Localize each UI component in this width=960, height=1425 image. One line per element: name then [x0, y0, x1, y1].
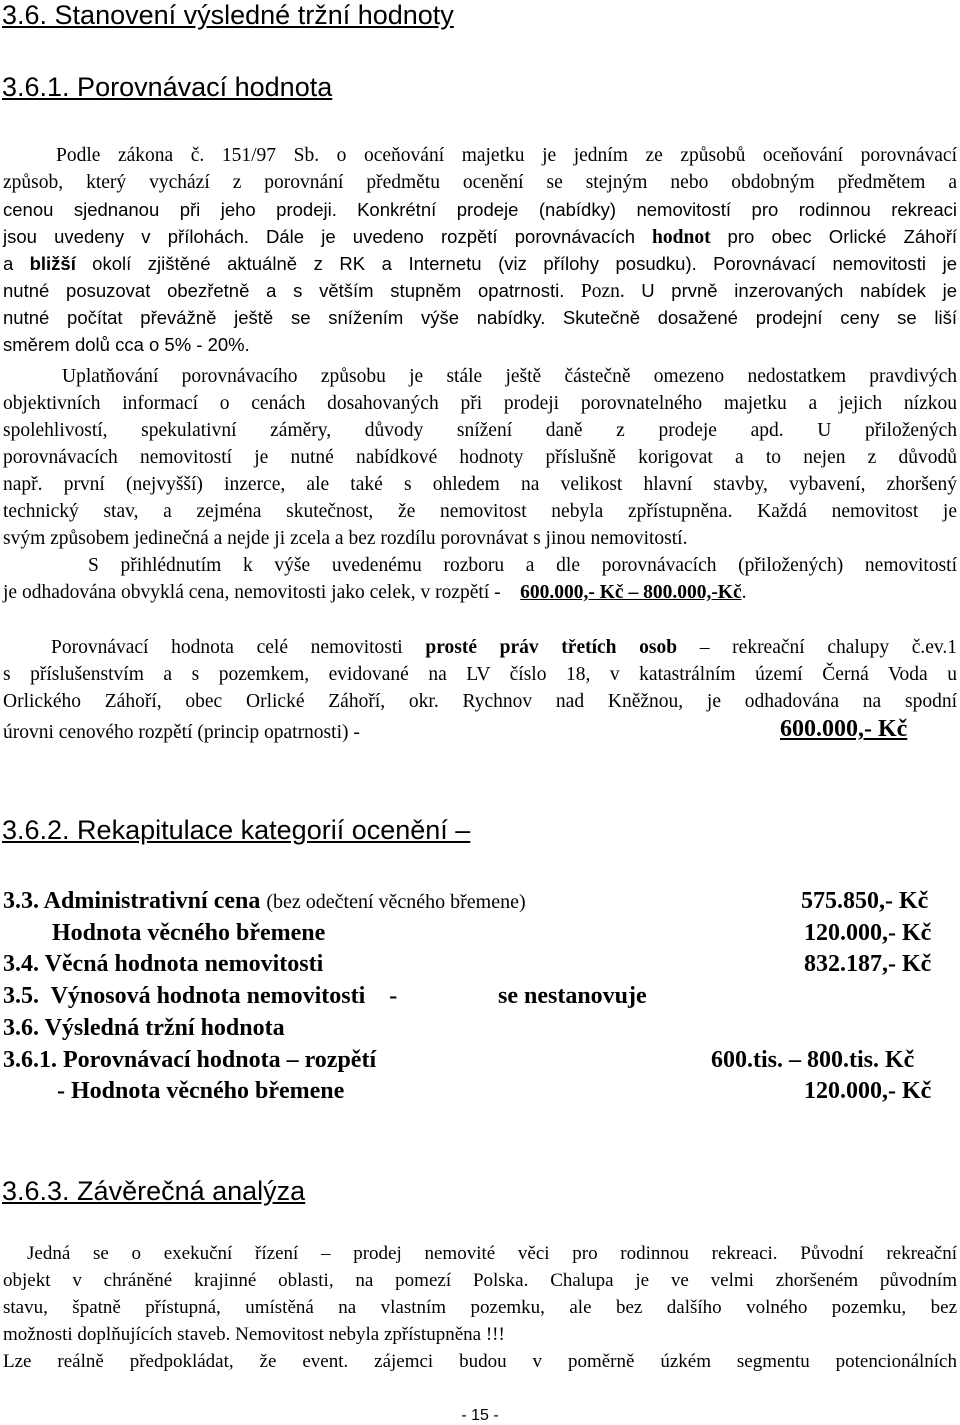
- recap-value: 832.187,- Kč: [804, 951, 932, 977]
- text-span: cenou sjednanou při jeho prodeji.: [3, 199, 337, 220]
- text-span-bold: hodnot: [652, 227, 711, 248]
- text-line: s příslušenstvím a s pozemkem, evidované na LV číslo 18, v katastrálním území Černá Voda u: [3, 664, 957, 685]
- text-span: Konkrétní prodeje (nabídky) nemovitostí pro rodinnou rekreaci: [357, 199, 957, 220]
- heading-3-6: 3.6. Stanovení výsledné tržní hodnoty: [2, 0, 454, 30]
- page-number: - 15 -: [461, 1407, 499, 1424]
- text-line: [3, 223, 957, 251]
- recap-value: 120.000,- Kč: [804, 1078, 932, 1104]
- text-line: objektivních informací o cenách dosahovaných při prodeji porovnatelného majetku a jejich nízkou: [3, 393, 957, 414]
- text-line: spolehlivostí, spekulativní záměry, důvody snížení daně z prodeje apd. U přiložených: [3, 420, 957, 441]
- text-line: porovnávacích nemovitostí je nutné nabídkové hodnoty příslušně korigovat a to nejen z důvodů: [3, 447, 957, 468]
- recap-label: 3.6. Výsledná tržní hodnota: [3, 1015, 285, 1041]
- text-span: Skutečně dosažené prodejní ceny se liší: [562, 307, 957, 328]
- text-span: a: [3, 253, 14, 274]
- text-line: [51, 634, 957, 661]
- text-line: Jedná se o exekuční řízení – prodej nemovité věci pro rodinnou rekreaci. Původní rekreační: [27, 1243, 957, 1264]
- recap-label: 3.5. Výnosová hodnota nemovitosti -: [3, 983, 398, 1009]
- text-line: možnosti doplňujících staveb. Nemovitost nebyla zpřístupněna !!!: [3, 1324, 505, 1345]
- text-span: Dále je uvedeno rozpětí porovnávacích: [265, 226, 636, 247]
- text-line: S přihlédnutím k výše uvedenému rozboru a dle porovnávacích (přiložených) nemovitostí: [88, 555, 957, 576]
- text-span: – rekreační chalupy č.ev.1: [699, 637, 958, 658]
- text-span: nutné počítat převážně ještě se snížením výše nabídky.: [3, 307, 546, 328]
- text-line: [3, 277, 957, 305]
- text-line: úrovni cenového rozpětí (princip opatrnosti) -: [3, 722, 360, 743]
- recap-label: 3.4. Věcná hodnota nemovitosti: [3, 951, 324, 977]
- recap-note: (bez odečtení věcného břemene): [266, 891, 526, 913]
- text-span: Porovnávací nemovitosti je: [713, 253, 957, 274]
- text-span: Pozn.: [580, 281, 625, 302]
- text-span: .: [741, 582, 747, 603]
- recap-value: 600.tis. – 800.tis. Kč: [711, 1047, 915, 1073]
- recap-value: 120.000,- Kč: [804, 920, 932, 946]
- recap-label: Hodnota věcného břemene: [52, 920, 326, 946]
- text-line: svým způsobem jedinečná a nejde ji zcela a bez rozdílu porovnávat s jinou nemovitostí.: [3, 528, 688, 549]
- text-span: nutné posuzovat obezřetně a s větším stupněm opatrnosti.: [3, 280, 565, 301]
- text-line: [3, 579, 957, 606]
- price-range: 600.000,- Kč – 800.000,-Kč: [520, 582, 742, 603]
- text-line: [3, 250, 957, 278]
- recap-row-label: [3, 888, 526, 915]
- heading-3-6-3: 3.6.3. Závěrečná analýza: [2, 1176, 306, 1206]
- recap-value: 575.850,- Kč: [801, 888, 929, 914]
- text-span: jsou uvedeny v přílohách.: [3, 226, 249, 247]
- text-line: způsob, který vychází z porovnání předmětu ocenění se stejným nebo obdobným předmětem a: [3, 172, 957, 193]
- text-span: okolí zjištěné aktuálně z RK a Internetu (viz přílohy posudku).: [92, 253, 697, 274]
- text-span: pro obec Orlické Záhoří: [727, 226, 958, 247]
- text-line: technický stav, a zejména skutečnost, že nemovitost nebyla zpřístupněna. Každá nemovitost je: [3, 501, 957, 522]
- text-span-bold: bližší: [29, 253, 76, 274]
- recap-label: - Hodnota věcného břemene: [57, 1078, 345, 1104]
- text-line: [3, 196, 957, 224]
- text-line: Uplatňování porovnávacího způsobu je stále ještě částečně omezeno nedostatkem pravdivých: [62, 366, 957, 387]
- text-span: U prvně inzerovaných nabídek je: [641, 280, 957, 301]
- text-line: stavu, špatně přístupná, umístěná na vlastním pozemku, ale bez dalšího volného pozemku, bez: [3, 1297, 957, 1318]
- text-line: Lze reálně předpokládat, že event. zájemci budou v poměrně úzkém segmentu potencionálních: [3, 1351, 957, 1372]
- estimated-value: [780, 716, 907, 743]
- heading-3-6-2: 3.6.2. Rekapitulace kategorií ocenění –: [2, 815, 471, 845]
- text-span-bold: prosté práv třetích osob: [425, 637, 678, 658]
- text-line: Orlického Záhoří, obec Orlické Záhoří, okr. Rychnov nad Kněžnou, je odhadována na spodní: [3, 691, 957, 712]
- text-line: směrem dolů cca o 5% - 20%.: [3, 334, 250, 355]
- recap-label: 3.6.1. Porovnávací hodnota – rozpětí: [3, 1047, 377, 1073]
- text-line: objekt v chráněné krajinné oblasti, na pomezí Polska. Chalupa je ve velmi zhoršeném původním: [3, 1270, 957, 1291]
- text-line: např. první (nejvyšší) inzerce, ale také s ohledem na velikost hlavní stavby, vybavení, zhoršený: [3, 474, 957, 495]
- recap-value: se nestanovuje: [498, 983, 647, 1009]
- recap-label: 3.3. Administrativní cena: [3, 888, 261, 914]
- estimated-value-text: 600.000,- Kč: [780, 716, 908, 742]
- text-line: Podle zákona č. 151/97 Sb. o oceňování majetku je jedním ze způsobů oceňování porovnávací: [56, 145, 957, 166]
- heading-3-6-1: 3.6.1. Porovnávací hodnota: [2, 72, 333, 102]
- text-line: [3, 304, 957, 332]
- text-span: je odhadována obvyklá cena, nemovitosti jako celek, v rozpětí -: [3, 582, 501, 603]
- text-span: Porovnávací hodnota celé nemovitosti: [51, 637, 403, 658]
